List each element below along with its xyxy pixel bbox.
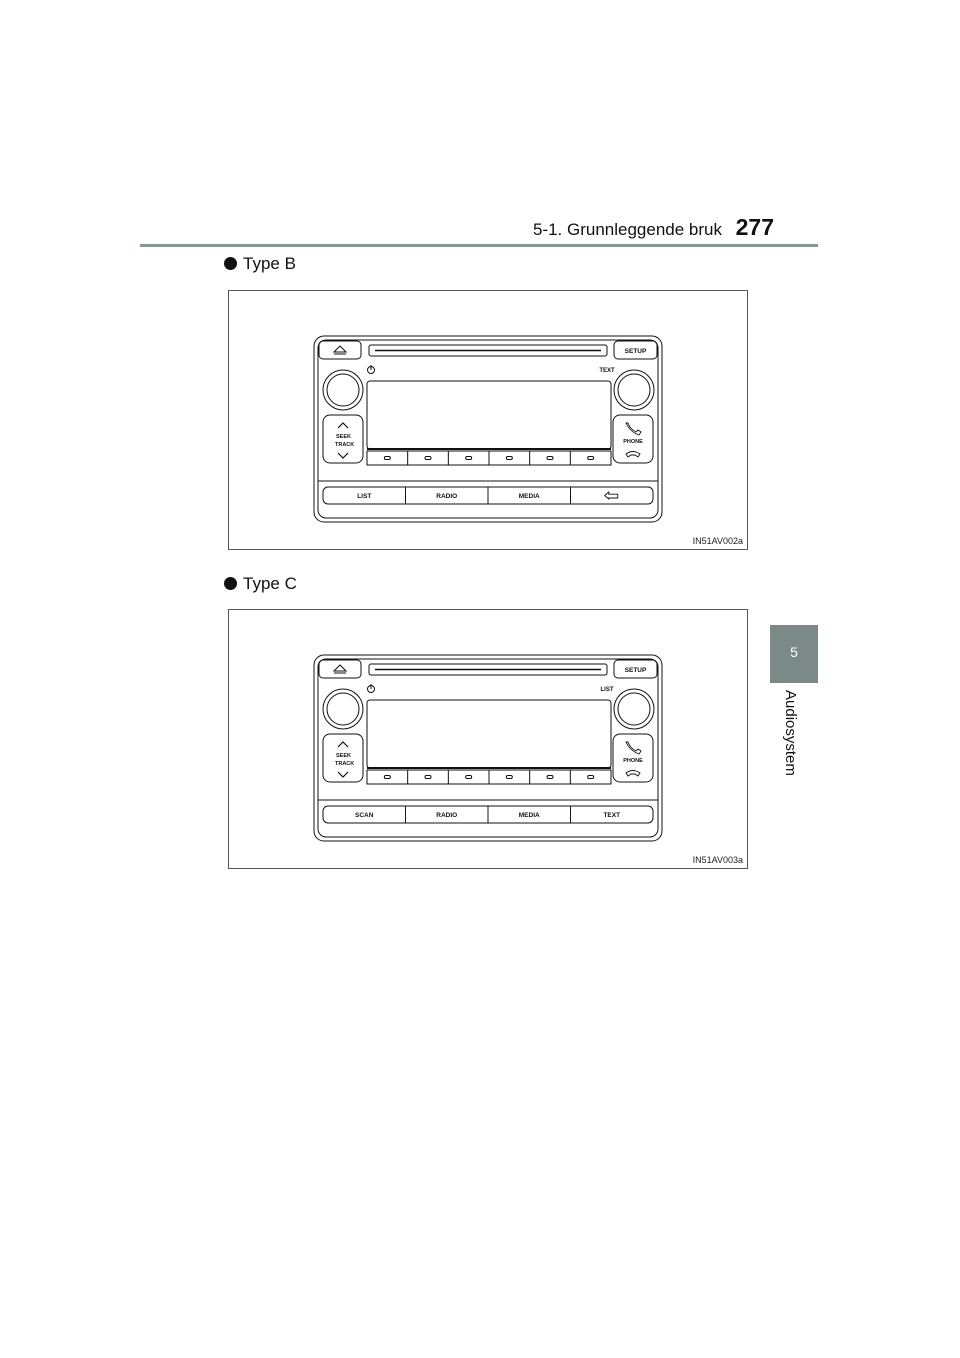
track-label: TRACK [335, 761, 355, 767]
phone-label: PHONE [623, 758, 643, 764]
preset-button-1 [384, 776, 390, 779]
eject-icon [334, 346, 346, 354]
left-knob [327, 374, 359, 406]
phone-hangup-icon [626, 452, 640, 458]
left-knob [327, 693, 359, 725]
figure-type-c [228, 609, 748, 869]
preset-button-6 [588, 776, 594, 779]
top-right-label: TEXT [599, 368, 615, 374]
preset-button-3 [466, 457, 472, 460]
type-c-label [224, 574, 297, 594]
eject-icon [334, 665, 346, 673]
chapter-number: 5 [790, 644, 798, 660]
bottom-button-label: TEXT [603, 812, 621, 819]
preset-button-5 [547, 776, 553, 779]
bottom-button-label: SCAN [355, 812, 374, 819]
back-icon [605, 492, 618, 499]
seek-label: SEEK [336, 753, 351, 759]
chevron-up-icon [338, 423, 348, 428]
header-rule [140, 244, 818, 247]
preset-button-3 [466, 776, 472, 779]
right-knob-outer [614, 370, 654, 410]
bottom-button-label: MEDIA [518, 493, 540, 500]
preset-button-2 [425, 457, 431, 460]
preset-button-4 [506, 776, 512, 779]
left-knob-outer [323, 689, 363, 729]
track-label: TRACK [335, 442, 355, 448]
section-title: 5-1. Grunnleggende bruk [532, 220, 722, 239]
preset-button-5 [547, 457, 553, 460]
preset-button-4 [506, 457, 512, 460]
page-header [140, 212, 818, 248]
chapter-label-area [741, 690, 845, 800]
right-knob [618, 693, 650, 725]
bottom-button-label: MEDIA [518, 812, 540, 819]
chevron-up-icon [338, 742, 348, 747]
setup-label: SETUP [624, 667, 647, 674]
phone-pickup-icon [626, 742, 641, 754]
bottom-button-label: RADIO [436, 493, 458, 500]
phone-pickup-icon [626, 423, 641, 435]
chapter-tab [770, 625, 818, 683]
type-c-label-text: Type C [243, 574, 297, 593]
seek-label: SEEK [336, 434, 351, 440]
left-knob-outer [323, 370, 363, 410]
preset-button-6 [588, 457, 594, 460]
right-knob [618, 374, 650, 406]
bottom-button-label: RADIO [436, 812, 458, 819]
right-knob-outer [614, 689, 654, 729]
figure-code-b: IN51AV002a [692, 536, 743, 546]
setup-label: SETUP [624, 348, 647, 355]
bottom-button-label: LIST [357, 493, 372, 500]
preset-button-2 [425, 776, 431, 779]
page-number: 277 [735, 214, 774, 240]
chapter-label: Audiosystem [782, 690, 799, 776]
bullet-icon [224, 577, 237, 590]
top-right-label: LIST [600, 687, 614, 693]
type-b-label [224, 254, 296, 274]
display-screen [367, 381, 611, 449]
eject-button [319, 341, 361, 359]
phone-hangup-icon [626, 771, 640, 777]
audio-unit-type-c [229, 610, 747, 868]
display-screen [367, 700, 611, 768]
preset-button-1 [384, 457, 390, 460]
audio-unit-type-b [229, 291, 747, 549]
chevron-down-icon [338, 772, 348, 777]
figure-code-c: IN51AV003a [692, 855, 743, 865]
figure-type-b [228, 290, 748, 550]
bullet-icon [224, 257, 237, 270]
chevron-down-icon [338, 453, 348, 458]
type-b-label-text: Type B [243, 254, 296, 273]
phone-label: PHONE [623, 439, 643, 445]
eject-button [319, 660, 361, 678]
